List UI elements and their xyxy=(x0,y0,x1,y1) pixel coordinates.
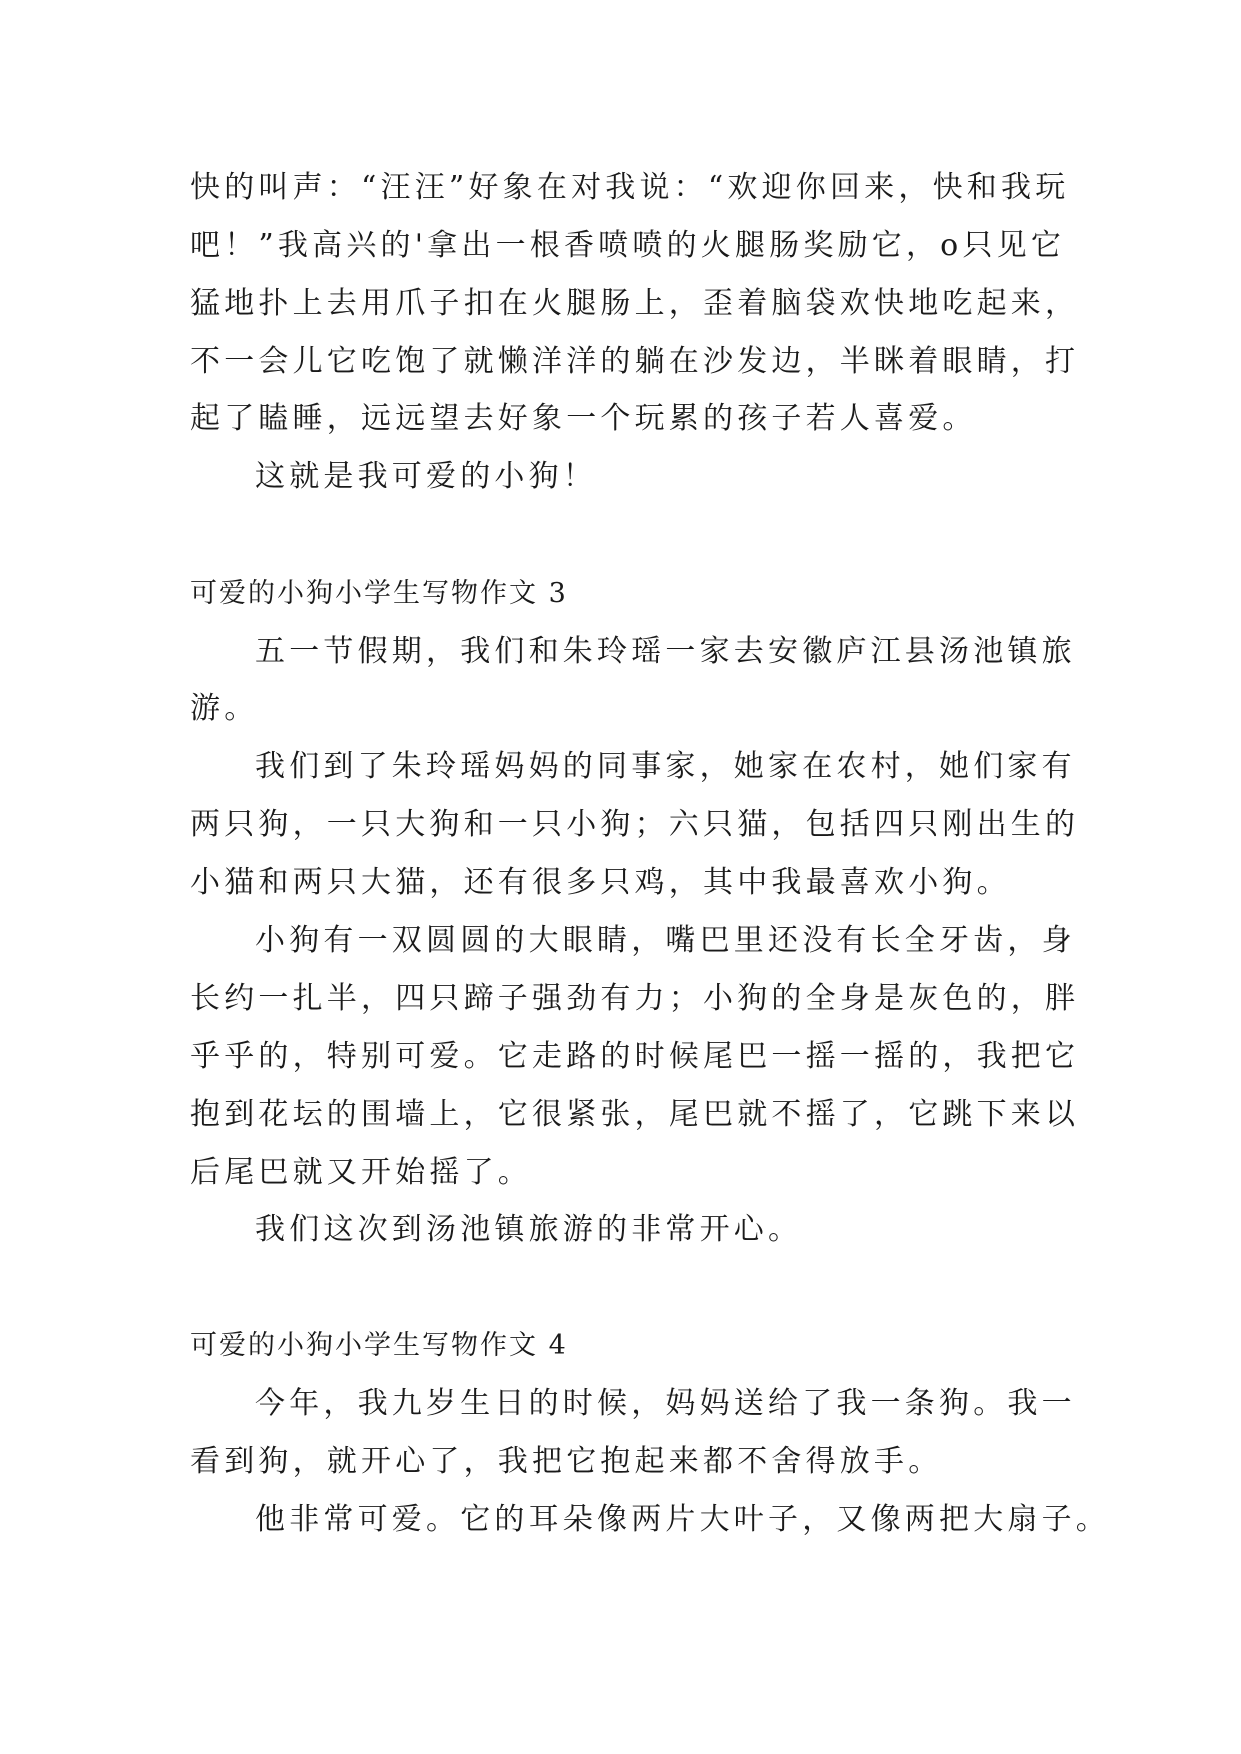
text-line: 后尾巴就又开始摇了。 xyxy=(190,1155,532,1190)
paragraph-line: 今年，我九岁生日的时候，妈妈送给了我一条狗。我一 xyxy=(255,1386,1076,1421)
section-heading: 可爱的小狗小学生写物作文 3 xyxy=(190,578,568,609)
text-line: 两只狗，一只大狗和一只小狗；六只猫，包括四只刚出生的 xyxy=(190,807,1080,842)
text-line: 游。 xyxy=(190,691,259,726)
paragraph-line: 他非常可爱。它的耳朵像两片大叶子，又像两把大扇子。 xyxy=(255,1502,1110,1537)
text-line: 长约一扎半，四只蹄子强劲有力；小狗的全身是灰色的，胖 xyxy=(190,981,1080,1016)
text-line: 猛地扑上去用爪子扣在火腿肠上，歪着脑袋欢快地吃起来， xyxy=(190,286,1080,321)
paragraph-line: 五一节假期，我们和朱玲瑶一家去安徽庐江县汤池镇旅 xyxy=(255,634,1076,669)
paragraph-line: 我们这次到汤池镇旅游的非常开心。 xyxy=(255,1212,803,1247)
paragraph-line: 我们到了朱玲瑶妈妈的同事家，她家在农村，她们家有 xyxy=(255,749,1076,784)
section-heading: 可爱的小狗小学生写物作文 4 xyxy=(190,1330,568,1361)
paragraph-line: 这就是我可爱的小狗！ xyxy=(255,459,597,494)
text-line: 不一会儿它吃饱了就懒洋洋的躺在沙发边，半眯着眼睛，打 xyxy=(190,344,1080,379)
text-line: 起了瞌睡，远远望去好象一个玩累的孩子若人喜爱。 xyxy=(190,401,977,436)
text-line: 快的叫声：“汪汪”好象在对我说：“欢迎你回来，快和我玩 xyxy=(190,170,1070,205)
text-line: 看到狗，就开心了，我把它抱起来都不舍得放手。 xyxy=(190,1444,943,1479)
paragraph-line: 小狗有一双圆圆的大眼睛，嘴巴里还没有长全牙齿，身 xyxy=(255,923,1076,958)
text-line: 抱到花坛的围墙上，它很紧张，尾巴就不摇了，它跳下来以 xyxy=(190,1097,1080,1132)
text-line: 乎乎的，特别可爱。它走路的时候尾巴一摇一摇的，我把它 xyxy=(190,1039,1080,1074)
text-line: 吧！”我高兴的'拿出一根香喷喷的火腿肠奖励它，o只见它 xyxy=(190,228,1066,263)
text-line: 小猫和两只大猫，还有很多只鸡，其中我最喜欢小狗。 xyxy=(190,865,1011,900)
